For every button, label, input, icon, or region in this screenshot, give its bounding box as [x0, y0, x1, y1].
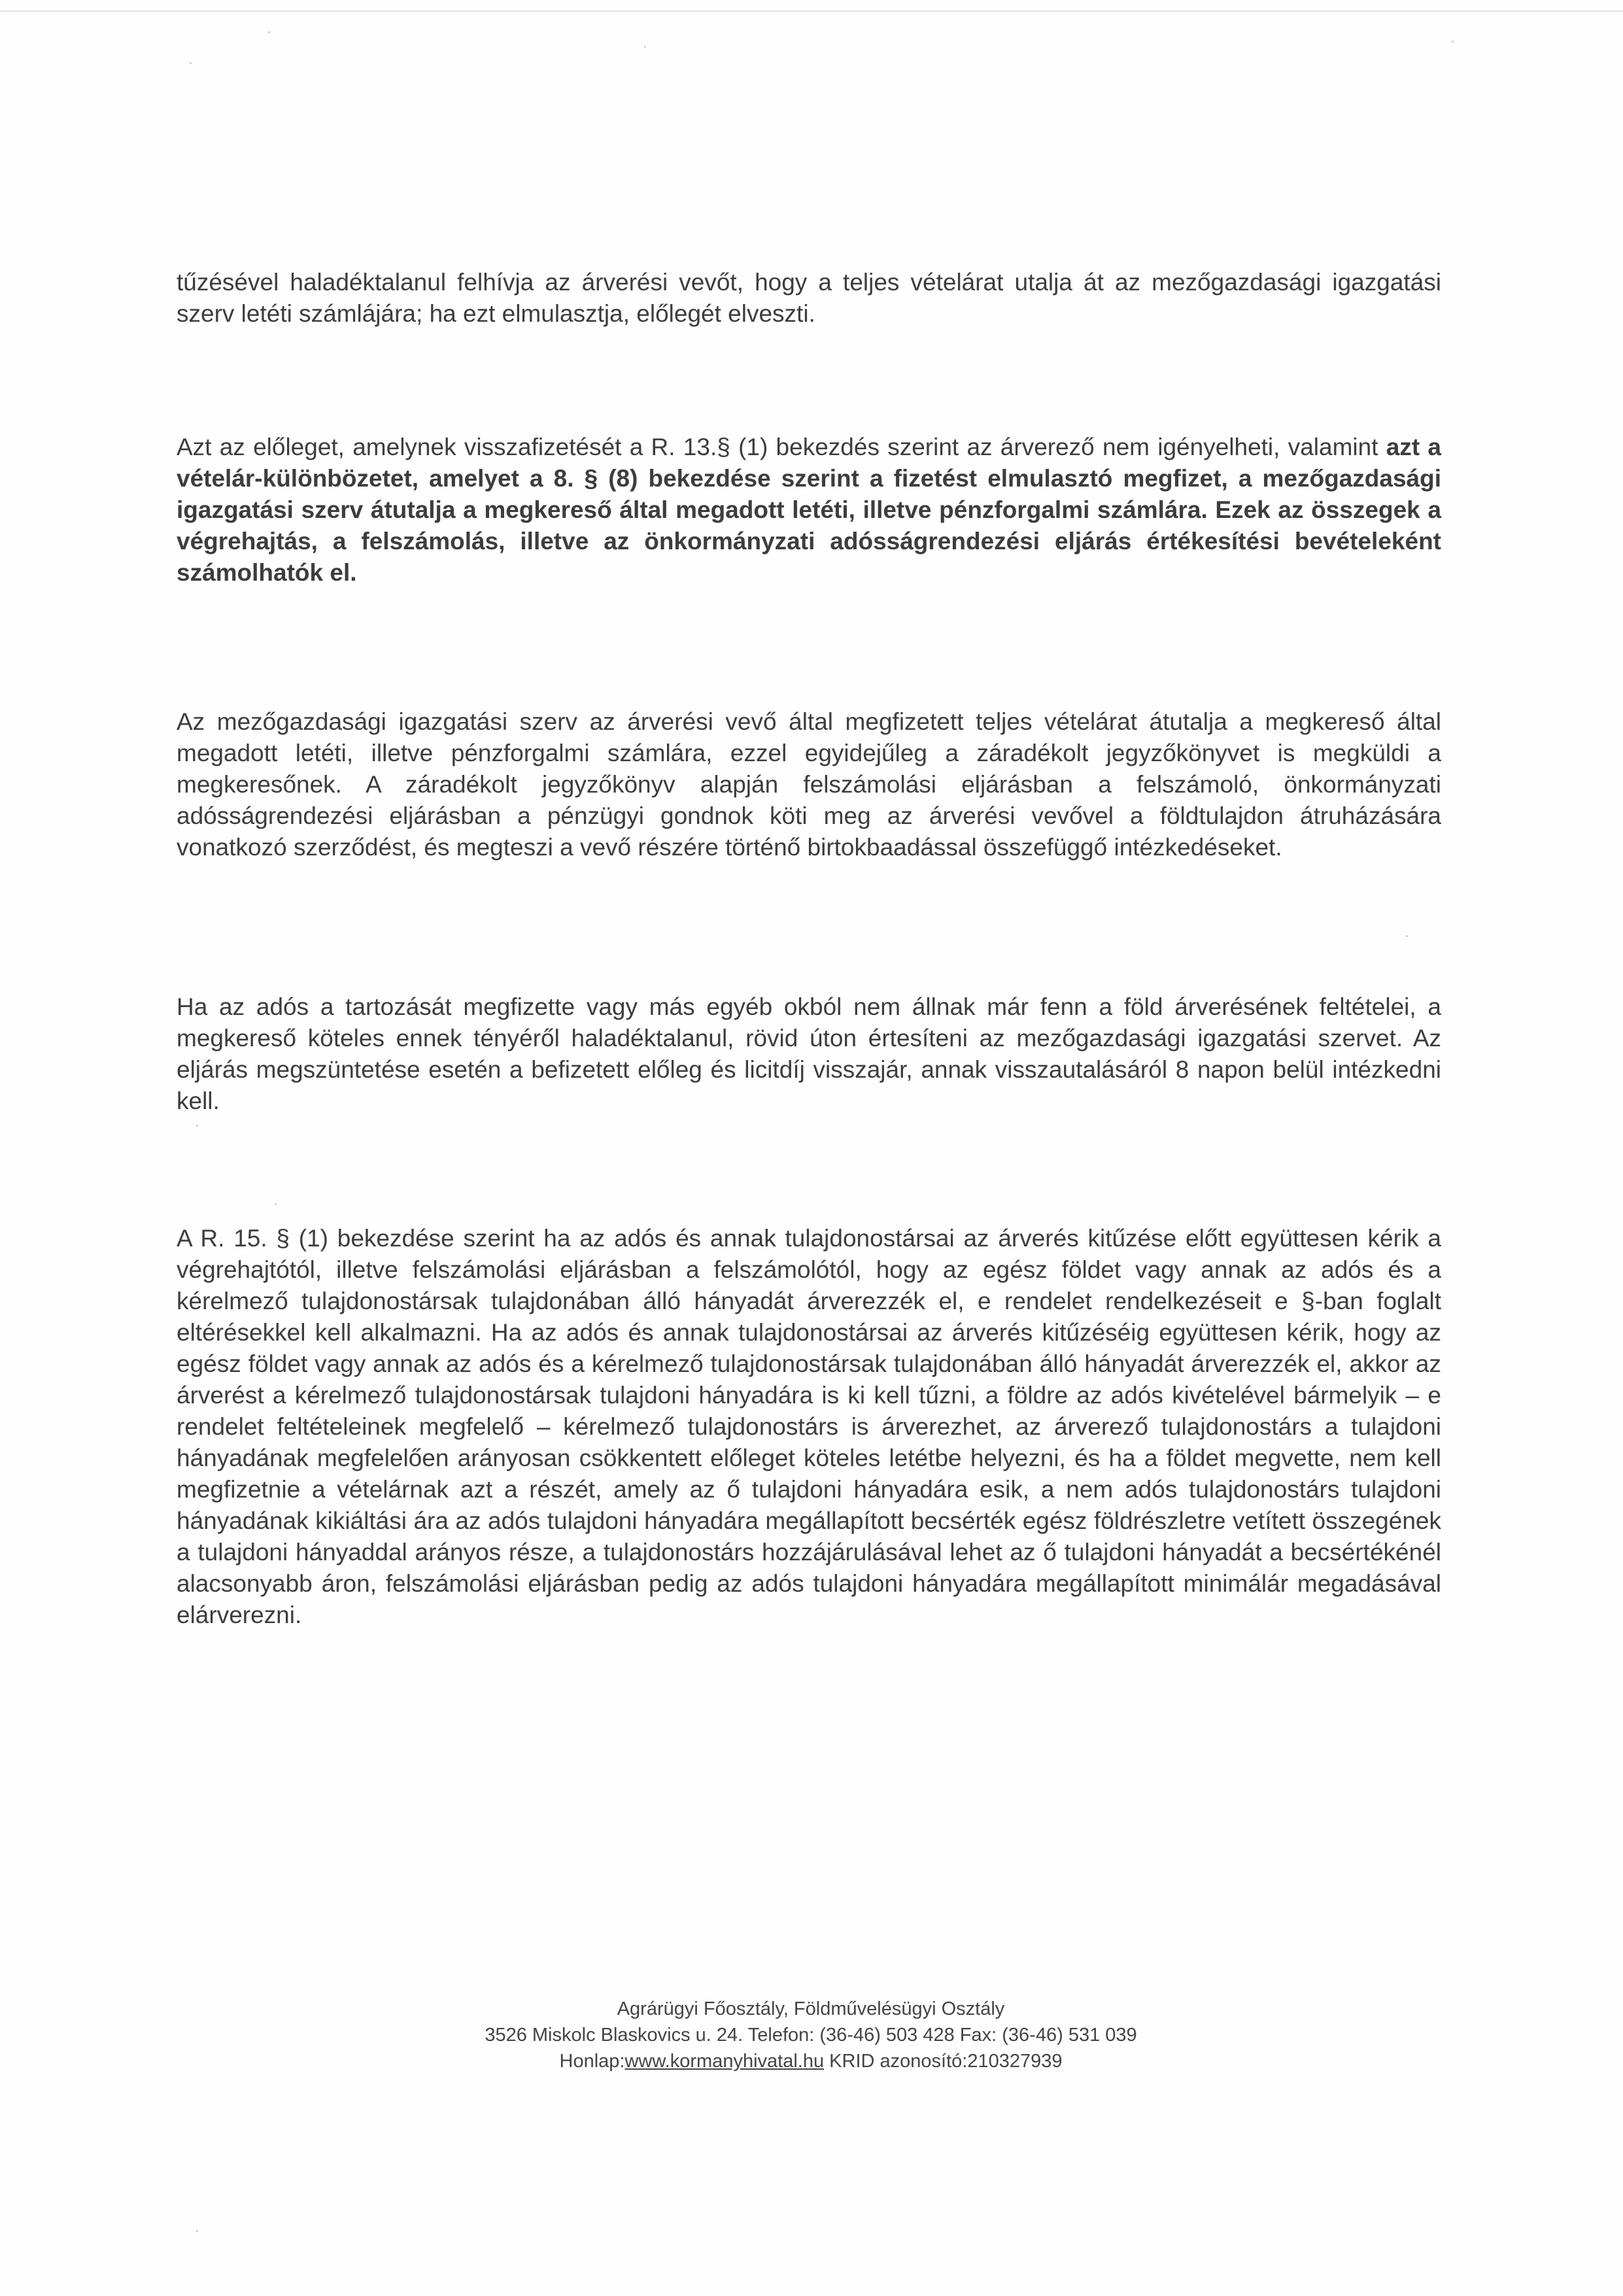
- scan-speck: [190, 62, 192, 64]
- paragraph-deposit-transfer-normal: Azt az előleget, amelynek visszafizetését a R. 13.§ (1) bekezdés szerint az árverező nem igényelheti, valamint: [177, 434, 1386, 460]
- paragraph-co-owners-auction: A R. 15. § (1) bekezdése szerint ha az adós és annak tulajdonostársai az árverés kitűzése előtt együttesen kérik a végrehajtótól, illetve felszámolási eljárásban a felszámolótól, hogy az egész földet vagy annak az adós és a kérelmező tulajdonostársak tulajdonában álló hányadát árverezzék el, e rendelet rendelkezéseit e §-ban foglalt eltérésekkel kell alkalmazni. Ha az adós és annak tulajdonostársai az árverés kitűzéséig együttesen kérik, hogy az egész földet vagy annak az adós és a kérelmező tulajdonostársak tulajdonában álló hányadát árverezzék el, akkor az árverést a kérelmező tulajdonostársak tulajdoni hányadára is ki kell tűzni, a földre az adós kivételével bármelyik – e rendelet feltételeinek megfelelő – kérelmező tulajdonostárs is árverezhet, az árverező tulajdonostárs a tulajdoni hányadának megfelelően arányosan csökkentett előleget köteles letétbe helyezni, és ha a földet megvette, nem kell megfizetnie a vételárnak azt a részét, amely az ő tulajdoni hányadára esik, a nem adós tulajdonostárs tulajdoni hányadának kikiáltási ára az adós tulajdoni hányadára megállapított becsérték egész földrészletre vetített összegének a tulajdoni hányaddal arányos része, a tulajdonostárs hozzájárulásával lehet az ő tulajdoni hányadát a becsértékénél alacsonyabb áron, felszámolási eljárásban pedig az adós tulajdoni hányadára megállapított minimálár megadásával elárverezni.: [177, 1225, 1441, 1628]
- letterhead-footer: [353, 1996, 1269, 2074]
- scan-speck: [275, 1203, 277, 1205]
- footer-department: Agrárügyi Főosztály, Földművelésügyi Osztály: [617, 1998, 1005, 2019]
- scan-speck: [196, 1125, 198, 1127]
- footer-homepage-label: Honlap:: [559, 2051, 625, 2072]
- scan-speck: [196, 2230, 198, 2232]
- scan-speck: [644, 46, 646, 48]
- footer-krid: KRID azonosító:210327939: [824, 2051, 1063, 2072]
- paragraph-deposit-transfer: [177, 432, 1441, 589]
- scan-top-edge: [0, 10, 1623, 12]
- paragraph-deposit-transfer-bold: azt a vételár-különbözetet, amelyet a 8. § (8) bekezdése szerint a fizetést elmulasztó megfizet, a mezőgazdasági igazgatási szerv átutalja a megkereső által megadott letéti, illetve pénzforgalmi számlára. Ezek az összegek a végrehajtás, a felszámolás, illetve az önkormányzati adósságrendezési eljárás értékesítési bevételeként számolhatók el.: [177, 434, 1441, 586]
- footer-address: 3526 Miskolc Blaskovics u. 24. Telefon: (36-46) 503 428 Fax: (36-46) 531 039: [485, 2025, 1137, 2046]
- scan-speck: [268, 31, 270, 33]
- paragraph-purchase-price-transfer: Az mezőgazdasági igazgatási szerv az árverési vevő által megfizetett teljes vételárat átutalja a megkereső által megadott letéti, illetve pénzforgalmi számlára, ezzel egyidejűleg a záradékolt jegyzőkönyvet is megküldi a megkeresőnek. A záradékolt jegyzőkönyv alapján felszámolási eljárásban a felszámoló, önkormányzati adósságrendezési eljárásban a pénzügyi gondnok köti meg az árverési vevővel a földtulajdon átruházására vonatkozó szerződést, és megteszi a vevő részére történő birtokbaadással összefüggő intézkedéseket.: [177, 708, 1441, 861]
- scan-speck: [1452, 41, 1454, 43]
- paragraph-auction-buyer-notice: tűzésével haladéktalanul felhívja az árverési vevőt, hogy a teljes vételárat utalja át az mezőgazdasági igazgatási szerv letéti számlájára; ha ezt elmulasztja, előlegét elveszti.: [177, 269, 1441, 327]
- footer-homepage-line: [353, 2048, 1269, 2074]
- footer-homepage-link[interactable]: www.kormanyhivatal.hu: [624, 2051, 825, 2072]
- scan-speck: [1406, 935, 1408, 937]
- paragraph-debt-settled: Ha az adós a tartozását megfizette vagy más egyéb okból nem állnak már fenn a föld árverésének feltételei, a megkereső köteles ennek tényéről haladéktalanul, rövid úton értesíteni az mezőgazdasági igazgatási szervet. Az eljárás megszüntetése esetén a befizetett előleg és licitdíj visszajár, annak visszautalásáról 8 napon belül intézkedni kell.: [177, 993, 1441, 1114]
